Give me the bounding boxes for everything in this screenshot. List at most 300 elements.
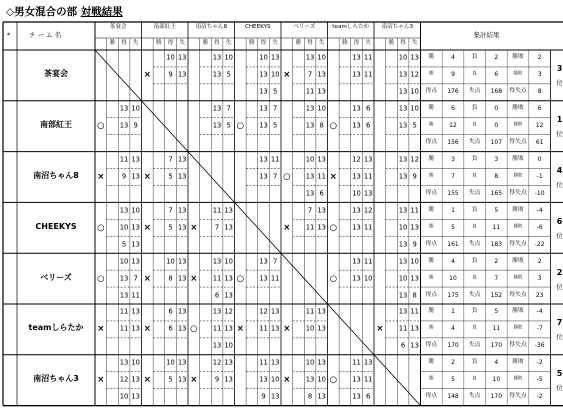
set-score-for: 13 xyxy=(212,104,222,113)
set-score-against: 10 xyxy=(131,358,141,367)
title-prefix: ◇男女混合の部 xyxy=(6,6,78,18)
set-score-for: 13 xyxy=(212,257,222,266)
team-name: CHEEKYS xyxy=(35,221,77,231)
set-score-against: 13 xyxy=(270,308,280,317)
set-score-against: 13 xyxy=(131,375,141,384)
column-sub-header: 勝 xyxy=(388,40,395,46)
match-result-mark: × xyxy=(143,171,151,182)
aggregate-cell: 勝 xyxy=(429,173,434,179)
set-score-for: 9 xyxy=(168,70,173,79)
column-sub-header: 得 xyxy=(214,40,220,46)
set-score-against: 11 xyxy=(363,172,373,181)
set-score-for: 13 xyxy=(305,172,315,181)
team-rank: 1 xyxy=(556,115,563,125)
set-score-against: 11 xyxy=(363,257,373,266)
set-score-against: 13 xyxy=(177,324,187,333)
set-score-against: 13 xyxy=(131,257,141,266)
set-score-against: 10 xyxy=(363,274,373,283)
set-score-for: 10 xyxy=(119,223,129,232)
set-score-for: 10 xyxy=(259,54,268,63)
set-score-against: 13 xyxy=(131,155,141,164)
aggregate-cell: 183 xyxy=(490,240,503,248)
team-name: 南沼ちゃん8 xyxy=(33,171,79,180)
aggregate-cell: 勝 xyxy=(429,224,434,230)
set-score-against: 7 xyxy=(226,104,231,113)
set-score-for: 10 xyxy=(166,358,175,367)
set-score-for: 13 xyxy=(119,104,129,113)
aggregate-cell: 6 xyxy=(494,71,499,79)
team-rank: 7 xyxy=(556,318,563,328)
aggregate-cell: 7 xyxy=(494,274,499,282)
column-sub-header: 得 xyxy=(260,40,267,46)
set-score-for: 11 xyxy=(305,223,315,232)
match-result-mark: × xyxy=(236,324,244,335)
column-sub-header: 失 xyxy=(411,40,418,46)
aggregate-cell: 勝敗 xyxy=(513,173,523,179)
match-result-mark: ○ xyxy=(190,324,198,335)
aggregate-cell: 勝敗 xyxy=(512,257,524,264)
aggregate-cell: 負 xyxy=(472,376,477,382)
set-score-for: 13 xyxy=(398,87,408,96)
set-score-against: 11 xyxy=(410,308,420,317)
aggregate-cell: 8 xyxy=(537,88,542,96)
set-score-for: 11 xyxy=(212,274,222,283)
column-header-team: ベリーズ xyxy=(293,24,316,30)
match-result-mark: ○ xyxy=(329,222,338,233)
match-result-mark: ○ xyxy=(97,222,105,233)
aggregate-cell: 5 xyxy=(494,308,499,316)
set-score-for: 5 xyxy=(168,172,173,181)
set-score-for: 11 xyxy=(259,324,268,333)
set-score-for: 5 xyxy=(121,240,127,249)
set-score-against: 13 xyxy=(270,392,280,401)
set-score-against: 13 xyxy=(224,324,234,333)
aggregate-cell: 2 xyxy=(537,54,542,62)
aggregate-cell: -7 xyxy=(536,325,543,333)
set-score-for: 10 xyxy=(166,54,175,63)
set-score-against: 13 xyxy=(131,324,141,333)
aggregate-cell: 勝敗 xyxy=(513,122,523,128)
set-score-for: 13 xyxy=(259,87,268,96)
set-score-for: 9 xyxy=(121,172,127,181)
set-score-for: 13 xyxy=(305,54,315,63)
match-result-mark: × xyxy=(329,171,337,182)
set-score-for: 13 xyxy=(119,291,129,300)
aggregate-cell: 5 xyxy=(494,206,499,214)
match-result-mark: × xyxy=(190,273,198,284)
aggregate-cell: 0 xyxy=(494,105,499,113)
set-score-against: 13 xyxy=(317,70,327,79)
set-score-against: 9 xyxy=(133,121,138,130)
set-score-against: 13 xyxy=(317,87,327,96)
aggregate-cell: 勝敗 xyxy=(513,71,523,77)
set-score-for: 13 xyxy=(305,375,315,384)
set-score-for: 13 xyxy=(398,70,408,79)
set-score-against: 8 xyxy=(412,291,417,300)
column-sub-header: 失 xyxy=(365,40,371,46)
column-sub-header: 勝 xyxy=(109,40,116,46)
set-score-for: 13 xyxy=(398,240,408,249)
match-result-mark: ○ xyxy=(236,273,245,284)
set-score-for: 13 xyxy=(352,172,361,181)
match-result-mark: × xyxy=(283,374,291,385)
set-score-against: 13 xyxy=(363,155,373,164)
set-score-for: 11 xyxy=(398,324,408,333)
team-rank: 6 xyxy=(556,216,563,226)
set-score-against: 11 xyxy=(363,223,373,232)
set-score-for: 13 xyxy=(119,121,129,130)
aggregate-cell: 勝 xyxy=(429,122,434,128)
set-score-against: 10 xyxy=(270,375,280,384)
set-score-against: 10 xyxy=(224,341,234,350)
set-score-against: 11 xyxy=(410,206,420,215)
column-header-team: CHEEKYS xyxy=(244,24,271,30)
aggregate-cell: -6 xyxy=(536,223,543,231)
set-score-against: 9 xyxy=(412,172,417,181)
aggregate-cell: 得失点 xyxy=(509,88,527,95)
set-score-for: 11 xyxy=(352,358,361,367)
column-header-team: teamしらたか xyxy=(332,24,370,30)
set-score-against: 13 xyxy=(317,206,327,215)
aggregate-cell: 12 xyxy=(449,122,457,130)
aggregate-cell: 得失点 xyxy=(509,139,527,146)
aggregate-cell: 得点 xyxy=(425,139,438,146)
aggregate-cell: 10 xyxy=(492,376,501,384)
aggregate-cell: 勝 xyxy=(428,54,435,61)
column-sub-header: 失 xyxy=(225,40,232,46)
team-rank: 5 xyxy=(556,369,563,379)
aggregate-cell: 148 xyxy=(447,393,459,401)
set-score-against: 10 xyxy=(270,70,280,79)
set-score-against: 13 xyxy=(410,324,420,333)
match-result-mark: × xyxy=(283,324,291,335)
rank-suffix: 位 xyxy=(556,180,563,189)
column-sub-header: 得 xyxy=(307,40,313,46)
column-sub-header: 勝 xyxy=(249,40,255,46)
match-result-mark: × xyxy=(143,374,151,385)
set-score-against: 10 xyxy=(410,104,420,113)
column-sub-header: 失 xyxy=(179,40,185,46)
set-score-against: 10 xyxy=(317,54,327,63)
set-score-against: 13 xyxy=(177,206,187,215)
set-score-for: 10 xyxy=(119,257,129,266)
set-score-against: 13 xyxy=(317,324,327,333)
aggregate-cell: 5 xyxy=(451,376,455,384)
aggregate-cell: -2 xyxy=(536,393,543,401)
set-score-for: 13 xyxy=(398,172,408,181)
set-score-against: 7 xyxy=(133,274,138,283)
set-score-for: 13 xyxy=(119,206,129,215)
set-score-against: 13 xyxy=(363,189,373,198)
aggregate-cell: 失点 xyxy=(468,139,481,146)
column-header-team: 南部紅王 xyxy=(153,24,176,30)
aggregate-cell: 失点 xyxy=(468,88,481,95)
aggregate-cell: 168 xyxy=(490,88,503,96)
rank-suffix: 位 xyxy=(556,129,563,138)
aggregate-cell: 勝敗 xyxy=(512,206,524,213)
aggregate-cell: 7 xyxy=(451,173,455,180)
set-score-against: 13 xyxy=(131,240,141,249)
aggregate-cell: 得点 xyxy=(425,240,438,247)
aggregate-cell: 161 xyxy=(447,240,459,248)
set-score-for: 11 xyxy=(305,87,315,96)
aggregate-cell: 得失点 xyxy=(509,291,527,298)
set-score-for: 10 xyxy=(352,189,361,198)
aggregate-cell: 勝敗 xyxy=(512,54,524,61)
set-score-for: 6 xyxy=(168,308,173,317)
set-score-for: 13 xyxy=(259,274,268,283)
aggregate-cell: 勝敗 xyxy=(512,359,524,366)
header-star: * xyxy=(7,31,11,39)
set-score-for: 13 xyxy=(398,308,408,317)
set-score-against: 10 xyxy=(224,54,234,63)
aggregate-cell: 得点 xyxy=(425,291,438,298)
set-score-for: 13 xyxy=(212,70,222,79)
aggregate-cell: 11 xyxy=(492,223,501,231)
set-score-against: 8 xyxy=(319,121,324,130)
set-score-for: 13 xyxy=(352,104,361,113)
set-score-for: 13 xyxy=(259,104,268,113)
match-result-mark: × xyxy=(143,222,151,233)
team-name: 茶宴会 xyxy=(44,69,68,79)
aggregate-cell: 2 xyxy=(494,54,499,62)
set-score-against: 10 xyxy=(410,257,420,266)
set-score-for: 13 xyxy=(119,274,129,283)
aggregate-cell: 0 xyxy=(494,122,499,130)
set-score-for: 13 xyxy=(212,121,222,130)
aggregate-cell: 負 xyxy=(471,257,478,264)
aggregate-cell: 負 xyxy=(471,54,478,61)
set-score-against: 7 xyxy=(273,257,278,266)
aggregate-cell: 152 xyxy=(490,291,503,299)
set-score-against: 5 xyxy=(226,70,231,79)
set-score-for: 13 xyxy=(352,223,361,232)
match-result-mark: ○ xyxy=(329,273,338,284)
column-sub-header: 勝 xyxy=(202,40,209,46)
set-score-against: 13 xyxy=(270,324,280,333)
aggregate-cell: -5 xyxy=(536,376,543,384)
set-score-for: 5 xyxy=(168,375,173,384)
set-score-against: 13 xyxy=(270,358,280,367)
aggregate-cell: 勝 xyxy=(428,257,435,264)
aggregate-cell: 勝敗 xyxy=(512,156,524,163)
column-sub-header: 勝 xyxy=(156,40,162,46)
set-score-for: 11 xyxy=(119,324,129,333)
set-score-for: 13 xyxy=(259,375,268,384)
aggregate-cell: 勝 xyxy=(429,71,434,77)
aggregate-cell: 得点 xyxy=(425,190,438,197)
set-score-against: 9 xyxy=(412,240,417,249)
match-result-mark: ○ xyxy=(97,120,105,131)
set-score-against: 13 xyxy=(224,223,234,232)
aggregate-cell: 得点 xyxy=(425,393,438,400)
aggregate-cell: 勝 xyxy=(428,308,435,315)
set-score-for: 13 xyxy=(352,121,361,130)
set-score-for: 13 xyxy=(212,341,222,350)
aggregate-cell: 176 xyxy=(447,88,459,96)
set-score-against: 13 xyxy=(177,54,187,63)
set-score-for: 6 xyxy=(214,291,220,300)
aggregate-cell: 勝敗 xyxy=(512,105,524,112)
match-result-mark: × xyxy=(97,324,105,335)
set-score-against: 13 xyxy=(224,291,234,300)
set-score-against: 6 xyxy=(366,104,371,113)
set-score-against: 13 xyxy=(224,358,234,367)
aggregate-cell: -4 xyxy=(536,308,543,316)
column-sub-header: 得 xyxy=(400,40,406,46)
set-score-against: 10 xyxy=(317,375,327,384)
column-header-team: 南沼ちゃん3 xyxy=(381,24,414,30)
set-score-against: 13 xyxy=(131,223,141,232)
set-score-against: 13 xyxy=(177,155,187,164)
aggregate-cell: 得点 xyxy=(425,342,438,349)
set-score-for: 13 xyxy=(352,54,361,63)
set-score-against: 13 xyxy=(317,308,327,317)
column-sub-header: 得 xyxy=(167,40,174,46)
set-score-for: 13 xyxy=(259,155,268,164)
set-score-for: 13 xyxy=(352,375,361,384)
set-score-against: 11 xyxy=(317,172,327,181)
aggregate-cell: 3 xyxy=(494,156,499,164)
set-score-for: 13 xyxy=(352,392,361,401)
set-score-for: 6 xyxy=(400,341,406,350)
set-score-for: 12 xyxy=(259,308,268,317)
aggregate-cell: 9 xyxy=(451,71,455,79)
set-score-for: 10 xyxy=(398,223,408,232)
set-score-against: 13 xyxy=(224,375,234,384)
aggregate-cell: 0 xyxy=(537,156,542,164)
aggregate-cell: -10 xyxy=(534,189,545,197)
match-result-mark: × xyxy=(190,374,198,385)
header-team-name: チ ー ム 名 xyxy=(29,31,62,39)
set-score-against: 13 xyxy=(177,257,187,266)
aggregate-cell: 負 xyxy=(471,156,478,163)
aggregate-cell: 3 xyxy=(451,156,455,164)
set-score-against: 10 xyxy=(224,257,234,266)
aggregate-cell: 負 xyxy=(471,308,478,315)
set-score-against: 11 xyxy=(270,274,280,283)
aggregate-cell: 4 xyxy=(451,325,455,333)
aggregate-cell: 170 xyxy=(490,342,503,350)
aggregate-cell: 負 xyxy=(472,173,477,179)
set-score-against: 13 xyxy=(270,54,280,63)
aggregate-cell: 156 xyxy=(447,139,459,147)
set-score-against: 7 xyxy=(273,172,278,181)
set-score-for: 12 xyxy=(119,375,129,384)
set-score-against: 10 xyxy=(410,87,420,96)
aggregate-cell: -22 xyxy=(534,240,545,248)
aggregate-cell: 10 xyxy=(449,274,457,282)
aggregate-cell: 61 xyxy=(535,139,544,147)
set-score-for: 6 xyxy=(168,324,173,333)
set-score-for: 10 xyxy=(305,155,315,164)
set-score-against: 6 xyxy=(319,189,324,198)
set-score-against: 13 xyxy=(177,358,187,367)
column-sub-header: 失 xyxy=(318,40,325,46)
aggregate-cell: 負 xyxy=(471,206,478,213)
aggregate-cell: -1 xyxy=(536,173,543,180)
set-score-against: 6 xyxy=(366,121,371,130)
set-score-for: 13 xyxy=(398,206,408,215)
set-score-against: 12 xyxy=(410,155,420,164)
set-score-for: 11 xyxy=(119,155,129,164)
aggregate-cell: 1 xyxy=(451,308,455,316)
set-score-against: 13 xyxy=(317,223,327,232)
aggregate-cell: 負 xyxy=(472,71,477,77)
aggregate-cell: 4 xyxy=(451,54,455,62)
column-sub-header: 得 xyxy=(353,40,360,46)
set-score-for: 13 xyxy=(398,155,408,164)
set-score-for: 13 xyxy=(259,121,268,130)
set-score-against: 11 xyxy=(363,375,373,384)
set-score-against: 13 xyxy=(317,358,327,367)
set-score-against: 13 xyxy=(317,392,327,401)
set-score-for: 13 xyxy=(212,54,222,63)
match-result-mark: ○ xyxy=(236,120,245,131)
rank-suffix: 位 xyxy=(556,282,563,291)
aggregate-cell: 負 xyxy=(472,122,477,128)
aggregate-cell: -2 xyxy=(536,359,543,367)
set-score-for: 7 xyxy=(168,155,173,164)
match-result-mark: × xyxy=(376,324,384,335)
aggregate-cell: 勝 xyxy=(429,325,434,331)
set-score-against: 13 xyxy=(410,341,420,350)
aggregate-cell: 得失点 xyxy=(509,240,527,247)
set-score-against: 6 xyxy=(366,392,371,401)
set-score-for: 7 xyxy=(307,206,313,215)
match-result-mark: ○ xyxy=(283,171,291,182)
set-score-against: 13 xyxy=(177,274,187,283)
set-score-for: 12 xyxy=(352,155,361,164)
team-name: ベリーズ xyxy=(40,272,72,282)
set-score-for: 13 xyxy=(352,274,361,283)
aggregate-cell: 23 xyxy=(535,291,544,299)
aggregate-cell: 3 xyxy=(537,71,542,79)
column-header-team: 南沼ちゃん8 xyxy=(195,24,228,30)
aggregate-cell: 8 xyxy=(494,173,499,180)
aggregate-cell: -36 xyxy=(534,342,545,350)
aggregate-cell: 2 xyxy=(537,257,542,265)
set-score-for: 13 xyxy=(259,257,268,266)
set-score-against: 5 xyxy=(412,121,417,130)
team-name: 南沼ちゃん3 xyxy=(33,374,79,384)
set-score-for: 8 xyxy=(307,392,313,401)
rank-suffix: 位 xyxy=(556,79,563,88)
set-score-for: 13 xyxy=(352,70,361,79)
set-score-for: 9 xyxy=(261,392,266,401)
set-score-for: 13 xyxy=(259,172,268,181)
aggregate-cell: 5 xyxy=(451,223,455,231)
set-score-for: 11 xyxy=(305,308,315,317)
column-sub-header: 失 xyxy=(272,40,278,46)
set-score-against: 13 xyxy=(131,172,141,181)
rank-suffix: 位 xyxy=(556,333,563,342)
title-main: 対戦結果 xyxy=(80,6,123,18)
rank-suffix: 位 xyxy=(556,383,563,392)
set-score-for: 13 xyxy=(398,104,408,113)
set-score-against: 12 xyxy=(410,70,420,79)
set-score-for: 13 xyxy=(305,121,315,130)
set-score-against: 13 xyxy=(363,358,373,367)
aggregate-cell: 勝 xyxy=(428,359,435,366)
column-header-team: 茶宴会 xyxy=(109,24,127,30)
set-score-for: 7 xyxy=(307,70,313,79)
aggregate-cell: 勝 xyxy=(428,156,435,163)
set-score-for: 13 xyxy=(305,104,315,113)
team-rank: 4 xyxy=(556,166,563,175)
match-result-mark: × xyxy=(143,273,151,284)
match-result-mark: ○ xyxy=(97,273,105,284)
